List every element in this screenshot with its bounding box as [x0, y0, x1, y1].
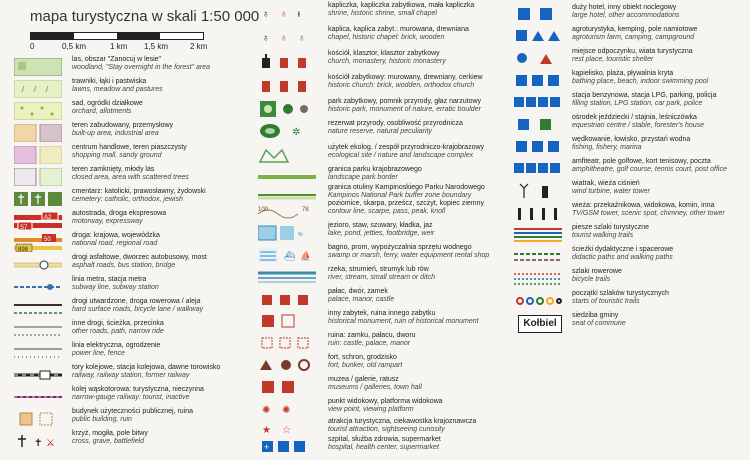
svg-text:♁: ♁	[262, 33, 270, 44]
svg-text:≈: ≈	[298, 229, 303, 239]
legend-label-en: power line, fence	[72, 350, 125, 357]
legend-label-pl: drogi asfaltowe, dworzec autobusowy, most	[72, 254, 207, 261]
museum-icon	[258, 378, 306, 396]
landscape-park-border-symbol	[258, 168, 306, 186]
legend-label-pl: kolej wąskotorowa: turystyczna, nieczynna	[72, 386, 204, 393]
legend-label-en: other roads, path, narrow ride	[72, 328, 164, 335]
svg-text:♁: ♁	[262, 9, 270, 20]
svg-text:⚔: ⚔	[46, 438, 55, 449]
tourist-attraction-icon	[258, 420, 306, 438]
legend-label-pl: poziomice, skarpa, prześcz, szczyt, kopiec ziemny	[328, 200, 484, 207]
svg-text:♁: ♁	[280, 33, 288, 44]
scale-bar	[30, 28, 230, 58]
scale-label: 0	[30, 42, 35, 51]
legend-label-en: rest place, touristic shelter	[572, 56, 654, 63]
swamp-icon	[258, 246, 312, 264]
legend-label-pl: atrakcja turystyczna, ciekawostka krajoznawcza	[328, 418, 477, 425]
legend-label-pl: szlaki rowerowe	[572, 268, 622, 275]
palace-icon	[258, 290, 306, 308]
legend-label-pl: inny zabytek, ruina innego zabytku	[328, 310, 436, 317]
hotel-icon	[514, 6, 562, 24]
svg-text:✺: ✺	[262, 405, 271, 416]
legend-label-en: asphalt roads, bus station, bridge	[72, 262, 176, 269]
hard-surface-road-symbol	[14, 300, 62, 318]
legend-label-pl: tory kolejowe, stacja kolejowa, dawne torowisko	[72, 364, 221, 371]
legend-label-pl: teren zamknięty, młody las	[72, 166, 155, 173]
legend-label-en: hospital, health center, supermarket	[328, 444, 439, 451]
legend-label-en: shrine, historic shrine, small chapel	[328, 10, 437, 17]
legend-label-en: fishing, fishery, marina	[572, 144, 642, 151]
legend-label-pl: miejsce odpoczynku, wiata turystyczna	[572, 48, 693, 55]
legend-label-pl: jezioro, staw, szuwary, kładka, jaz	[328, 222, 433, 229]
legend-label-pl: szpital, służba zdrowia, supermarket	[328, 436, 441, 443]
walking-trails-symbol	[514, 226, 562, 244]
legend-label-pl: cmentarz: katolicki, prawosławny, żydowski	[72, 188, 206, 195]
legend-label-en: bathing place, beach, indoor swimming pool	[572, 78, 709, 85]
built-up-area-symbol	[14, 124, 62, 142]
road-number: 50	[44, 237, 51, 243]
legend-label-en: public building, ruin	[72, 416, 132, 423]
chapel-icon	[258, 28, 306, 46]
svg-text:ⱡ: ⱡ	[298, 10, 300, 19]
legend-label-en: ruin: castle, palace, manor	[328, 340, 411, 347]
ruin-icon	[258, 334, 306, 352]
closed-area-symbol	[14, 168, 62, 186]
public-building-symbol	[14, 410, 62, 428]
legend-label-pl: inne drogi, ścieżka, przecinka	[72, 320, 164, 327]
legend-label-pl: kaplica, kaplica zabyt.: murowana, drewniana	[328, 26, 469, 33]
contour-label: 78	[302, 207, 309, 213]
legend-label-en: filling station, LPG station, car park, police	[572, 100, 703, 107]
svg-text:☆: ☆	[282, 425, 291, 436]
svg-text:⛵: ⛵	[300, 251, 312, 261]
legend-label-en: equestrian centre / stable, forester's house	[572, 122, 705, 129]
svg-text:✝: ✝	[34, 438, 43, 449]
legend-label-en: bicycle trails	[572, 276, 611, 283]
legend-label-pl: muzea / galerie, ratusz	[328, 376, 399, 383]
equestrian-centre-icon	[514, 116, 562, 134]
church-icon	[258, 52, 306, 70]
legend-label-en: swamp or marsh, ferry, water equipment rental shop	[328, 252, 490, 259]
svg-text:✺: ✺	[282, 405, 291, 416]
svg-text:+: +	[264, 442, 270, 452]
legend-label-pl: centrum handlowe, teren piaszczysty	[72, 144, 187, 151]
legend-label-pl: kościół zabytkowy: murowany, drewniany, cerkiew	[328, 74, 483, 81]
legend-label-pl: linia metra, stacja metra	[72, 276, 147, 283]
contour-label: 100	[258, 207, 269, 213]
legend-label-pl: agroturystyka, kemping, pole namiotowe	[572, 26, 698, 33]
cross-grave-battlefield-icon	[14, 432, 62, 450]
legend-label-pl: autostrada, droga ekspresowa	[72, 210, 167, 217]
legend-label-en: built-up area, industrial area	[72, 130, 159, 137]
legend-label-pl: duży hotel, inny obiekt noclegowy	[572, 4, 677, 11]
legend-label-en: cross, grave, battlefield	[72, 438, 144, 445]
orchard-symbol	[14, 102, 62, 120]
scale-label: 1,5 km	[144, 42, 169, 51]
other-roads-symbol	[14, 322, 62, 340]
legend-label-pl: użytek ekolog. / zespół przyrodniczo-krajobrazowy	[328, 144, 485, 151]
rest-place-icon	[514, 50, 562, 68]
legend-label-en: landscape park border	[328, 174, 398, 181]
legend-label-pl: początki szlaków turystycznych	[572, 290, 669, 297]
national-road-symbol	[14, 234, 62, 252]
amphitheatre-icon	[514, 160, 562, 178]
shopping-mall-symbol	[14, 146, 62, 164]
legend-label-pl: droga: krajowa, wojewódzka	[72, 232, 160, 239]
svg-text:♁: ♁	[280, 9, 288, 20]
legend-label-en: national road, regional road	[72, 240, 158, 247]
scale-label: 0,5 km	[62, 42, 87, 51]
legend-label-pl: bagno, prom, wypożyczalnia sprzętu wodnego	[328, 244, 472, 251]
hospital-icon	[258, 438, 306, 456]
svg-text:♁: ♁	[298, 33, 306, 44]
woodland-symbol	[14, 58, 62, 76]
map-legend-title: mapa turystyczna w skali 1:50 000	[30, 8, 260, 25]
legend-label-pl: krzyż, mogiła, pole bitwy	[72, 430, 148, 437]
legend-label-pl: wędkowanie, łowisko, przystań wodna	[572, 136, 691, 143]
legend-label-en: amphitheatre, golf course, tennis court, post office	[572, 166, 727, 173]
legend-label-pl: rezerwat przyrody, osobliwość przyrodnicza	[328, 120, 463, 127]
legend-label-en: historic park, monument of nature, erratic boulder	[328, 106, 481, 113]
svg-text:★: ★	[262, 425, 271, 436]
legend-label-en: tourist walking trails	[572, 232, 634, 239]
legend-label-pl: wiatrak, wieża ciśnień	[572, 180, 640, 187]
legend-label-en: agroturism farm, camping, campground	[572, 34, 695, 41]
legend-label-pl: pałac, dwór, zamek	[328, 288, 388, 295]
bicycle-trails-symbol	[514, 270, 562, 288]
nature-reserve-icon	[258, 122, 306, 140]
legend-label-pl: trawniki, łąki i pastwiska	[72, 78, 147, 85]
legend-label-pl: las, obszar "Zanocuj w lesie"	[72, 56, 162, 63]
svg-text:⛴: ⛴	[284, 251, 296, 261]
lake-icon	[258, 224, 306, 242]
ecological-site-symbol	[258, 146, 306, 164]
asphalt-road-symbol	[14, 256, 62, 274]
scale-label: 1 km	[110, 42, 128, 51]
power-line-symbol	[14, 344, 62, 362]
meadow-symbol	[14, 80, 62, 98]
legend-label-pl: granica otuliny Kampinoskiego Parku Narodowego	[328, 184, 485, 191]
legend-label-pl: kapliczka, kapliczka zabytkowa, mała kapliczka	[328, 2, 475, 9]
legend-label-pl: park zabytkowy, pomnik przyrody, głaz narzutowy	[328, 98, 482, 105]
legend-label-pl: wieża: przekaźnikowa, widokowa, komin, inna	[572, 202, 715, 209]
camping-icon	[514, 28, 562, 46]
scale-bar-track	[30, 32, 204, 40]
legend-label-pl: fort, schron, grodzisko	[328, 354, 397, 361]
railway-symbol	[14, 366, 62, 384]
commune-seat-label: Kołbiel	[518, 315, 562, 333]
legend-label-en: nature reserve, natural peculiarity	[328, 128, 432, 135]
legend-label-pl: ośrodek jeździecki / stajnia, leśniczówka	[572, 114, 697, 121]
legend-label-en: historic church: brick, wodden, orthodox church	[328, 82, 475, 89]
legend-label-en: lawns, meadow and pastures	[72, 86, 163, 93]
legend-label-en: cemetery: catholic, orthodox, jewish	[72, 196, 183, 203]
legend-label-pl: kąpielisko, plaża, pływalnia kryta	[572, 70, 674, 77]
legend-label-pl: kościół, klasztor, klasztor zabytkowy	[328, 50, 440, 57]
fishing-icon	[514, 138, 562, 156]
contour-line-symbol	[258, 202, 309, 220]
legend-label-en: starts of touristic trails	[572, 298, 640, 305]
road-number: 898	[18, 247, 29, 252]
legend-label-pl: granica parku krajobrazowego	[328, 166, 422, 173]
legend-label-pl: drogi utwardzone, droga rowerowa / aleja	[72, 298, 201, 305]
legend-label-pl: linia elektryczna, ogrodzenie	[72, 342, 161, 349]
legend-label-pl: ścieżki dydaktyczne i spacerowe	[572, 246, 674, 253]
legend-label-en: Kampinos National Park buffer zone boundary	[328, 192, 472, 199]
scale-label: 2 km	[190, 42, 208, 51]
shrine-icon	[258, 4, 306, 22]
trail-start-symbol	[514, 292, 562, 310]
fort-icon	[258, 356, 306, 374]
wind-turbine-icon	[514, 182, 562, 200]
legend-label-pl: sad, ogródki działkowe	[72, 100, 143, 107]
legend-label-en: shopping mall, sandy ground	[72, 152, 162, 159]
bathing-place-icon	[514, 72, 562, 90]
narrow-gauge-railway-symbol	[14, 388, 62, 406]
legend-label-en: subway line, subway station	[72, 284, 159, 291]
road-number: S7	[20, 225, 28, 230]
legend-label-en: church, monastery, historic monastery	[328, 58, 446, 65]
legend-label-en: seat of commune	[572, 320, 626, 327]
legend-label-en: tourist attraction, sightseeing curiosity	[328, 426, 445, 433]
legend-label-en: contour line, scarpe, pass, peak, knoll	[328, 208, 446, 215]
legend-label-en: motorway, expressway	[72, 218, 143, 225]
legend-label-en: didactic paths and walking paths	[572, 254, 673, 261]
legend-label-en: TV/GSM tower, scenic spot, chimney, other tower	[572, 210, 725, 217]
svg-text:✲: ✲	[292, 127, 301, 138]
legend-label-pl: ruina: zamku, pałacu, dworu	[328, 332, 416, 339]
tower-icon	[514, 204, 562, 222]
legend-label-en: lake, pond, jetties, footbridge, weir	[328, 230, 435, 237]
legend-label-pl: piesze szlaki turystyczne	[572, 224, 650, 231]
road-number: A2	[44, 215, 52, 221]
legend-label-en: large hotel, other accommodations	[572, 12, 680, 19]
filling-station-icon	[514, 94, 562, 112]
historical-monument-icon	[258, 312, 306, 330]
legend-label-en: closed area, area with scattered trees	[72, 174, 189, 181]
legend-label-en: woodland, "Stay overnight in the forest" area	[72, 64, 211, 71]
motorway-symbol	[14, 212, 62, 230]
legend-label-en: fort, bunker, old rampart	[328, 362, 403, 369]
legend-label-en: chapel, historic chapel: brick, wooden	[328, 34, 445, 41]
legend-label-en: hard surface roads, bicycle lane / walkway	[72, 306, 204, 313]
legend-label-en: narrow-gauge railway: tourist, inactive	[72, 394, 190, 401]
subway-line-symbol	[14, 278, 62, 296]
legend-label-pl: stacja benzynowa, stacja LPG, parking, policja	[572, 92, 717, 99]
legend-label-en: palace, manor, castle	[328, 296, 395, 303]
legend-label-pl: amfiteatr, pole golfowe, kort tenisowy, poczta	[572, 158, 711, 165]
legend-label-pl: rzeka, strumień, strumyk lub rów	[328, 266, 429, 273]
legend-label-en: river, stream, small stream or ditch	[328, 274, 435, 281]
legend-label-pl: siedziba gminy	[572, 312, 619, 319]
cemetery-symbol	[14, 190, 62, 208]
didactic-paths-symbol	[514, 248, 562, 266]
legend-label-en: wind turbine, water tower	[572, 188, 650, 195]
legend-label-en: museums / galleries, town hall	[328, 384, 422, 391]
historic-park-icon	[258, 100, 306, 118]
legend-label-en: historical monument, ruin of historical monument	[328, 318, 479, 325]
legend-label-en: railway, railway station, former railway	[72, 372, 190, 379]
historic-church-icon	[258, 76, 306, 94]
legend-label-pl: budynek użyteczności publicznej, ruina	[72, 408, 194, 415]
legend-label-pl: teren zabudowany, przemysłowy	[72, 122, 174, 129]
legend-label-en: ecological site / nature and landscape complex	[328, 152, 474, 159]
viewpoint-icon	[258, 400, 306, 418]
legend-label-en: orchard, allotments	[72, 108, 132, 115]
legend-label-pl: punkt widokowy, platforma widokowa	[328, 398, 443, 405]
legend-label-en: view point, viewing platform	[328, 406, 414, 413]
river-symbol	[258, 268, 306, 286]
